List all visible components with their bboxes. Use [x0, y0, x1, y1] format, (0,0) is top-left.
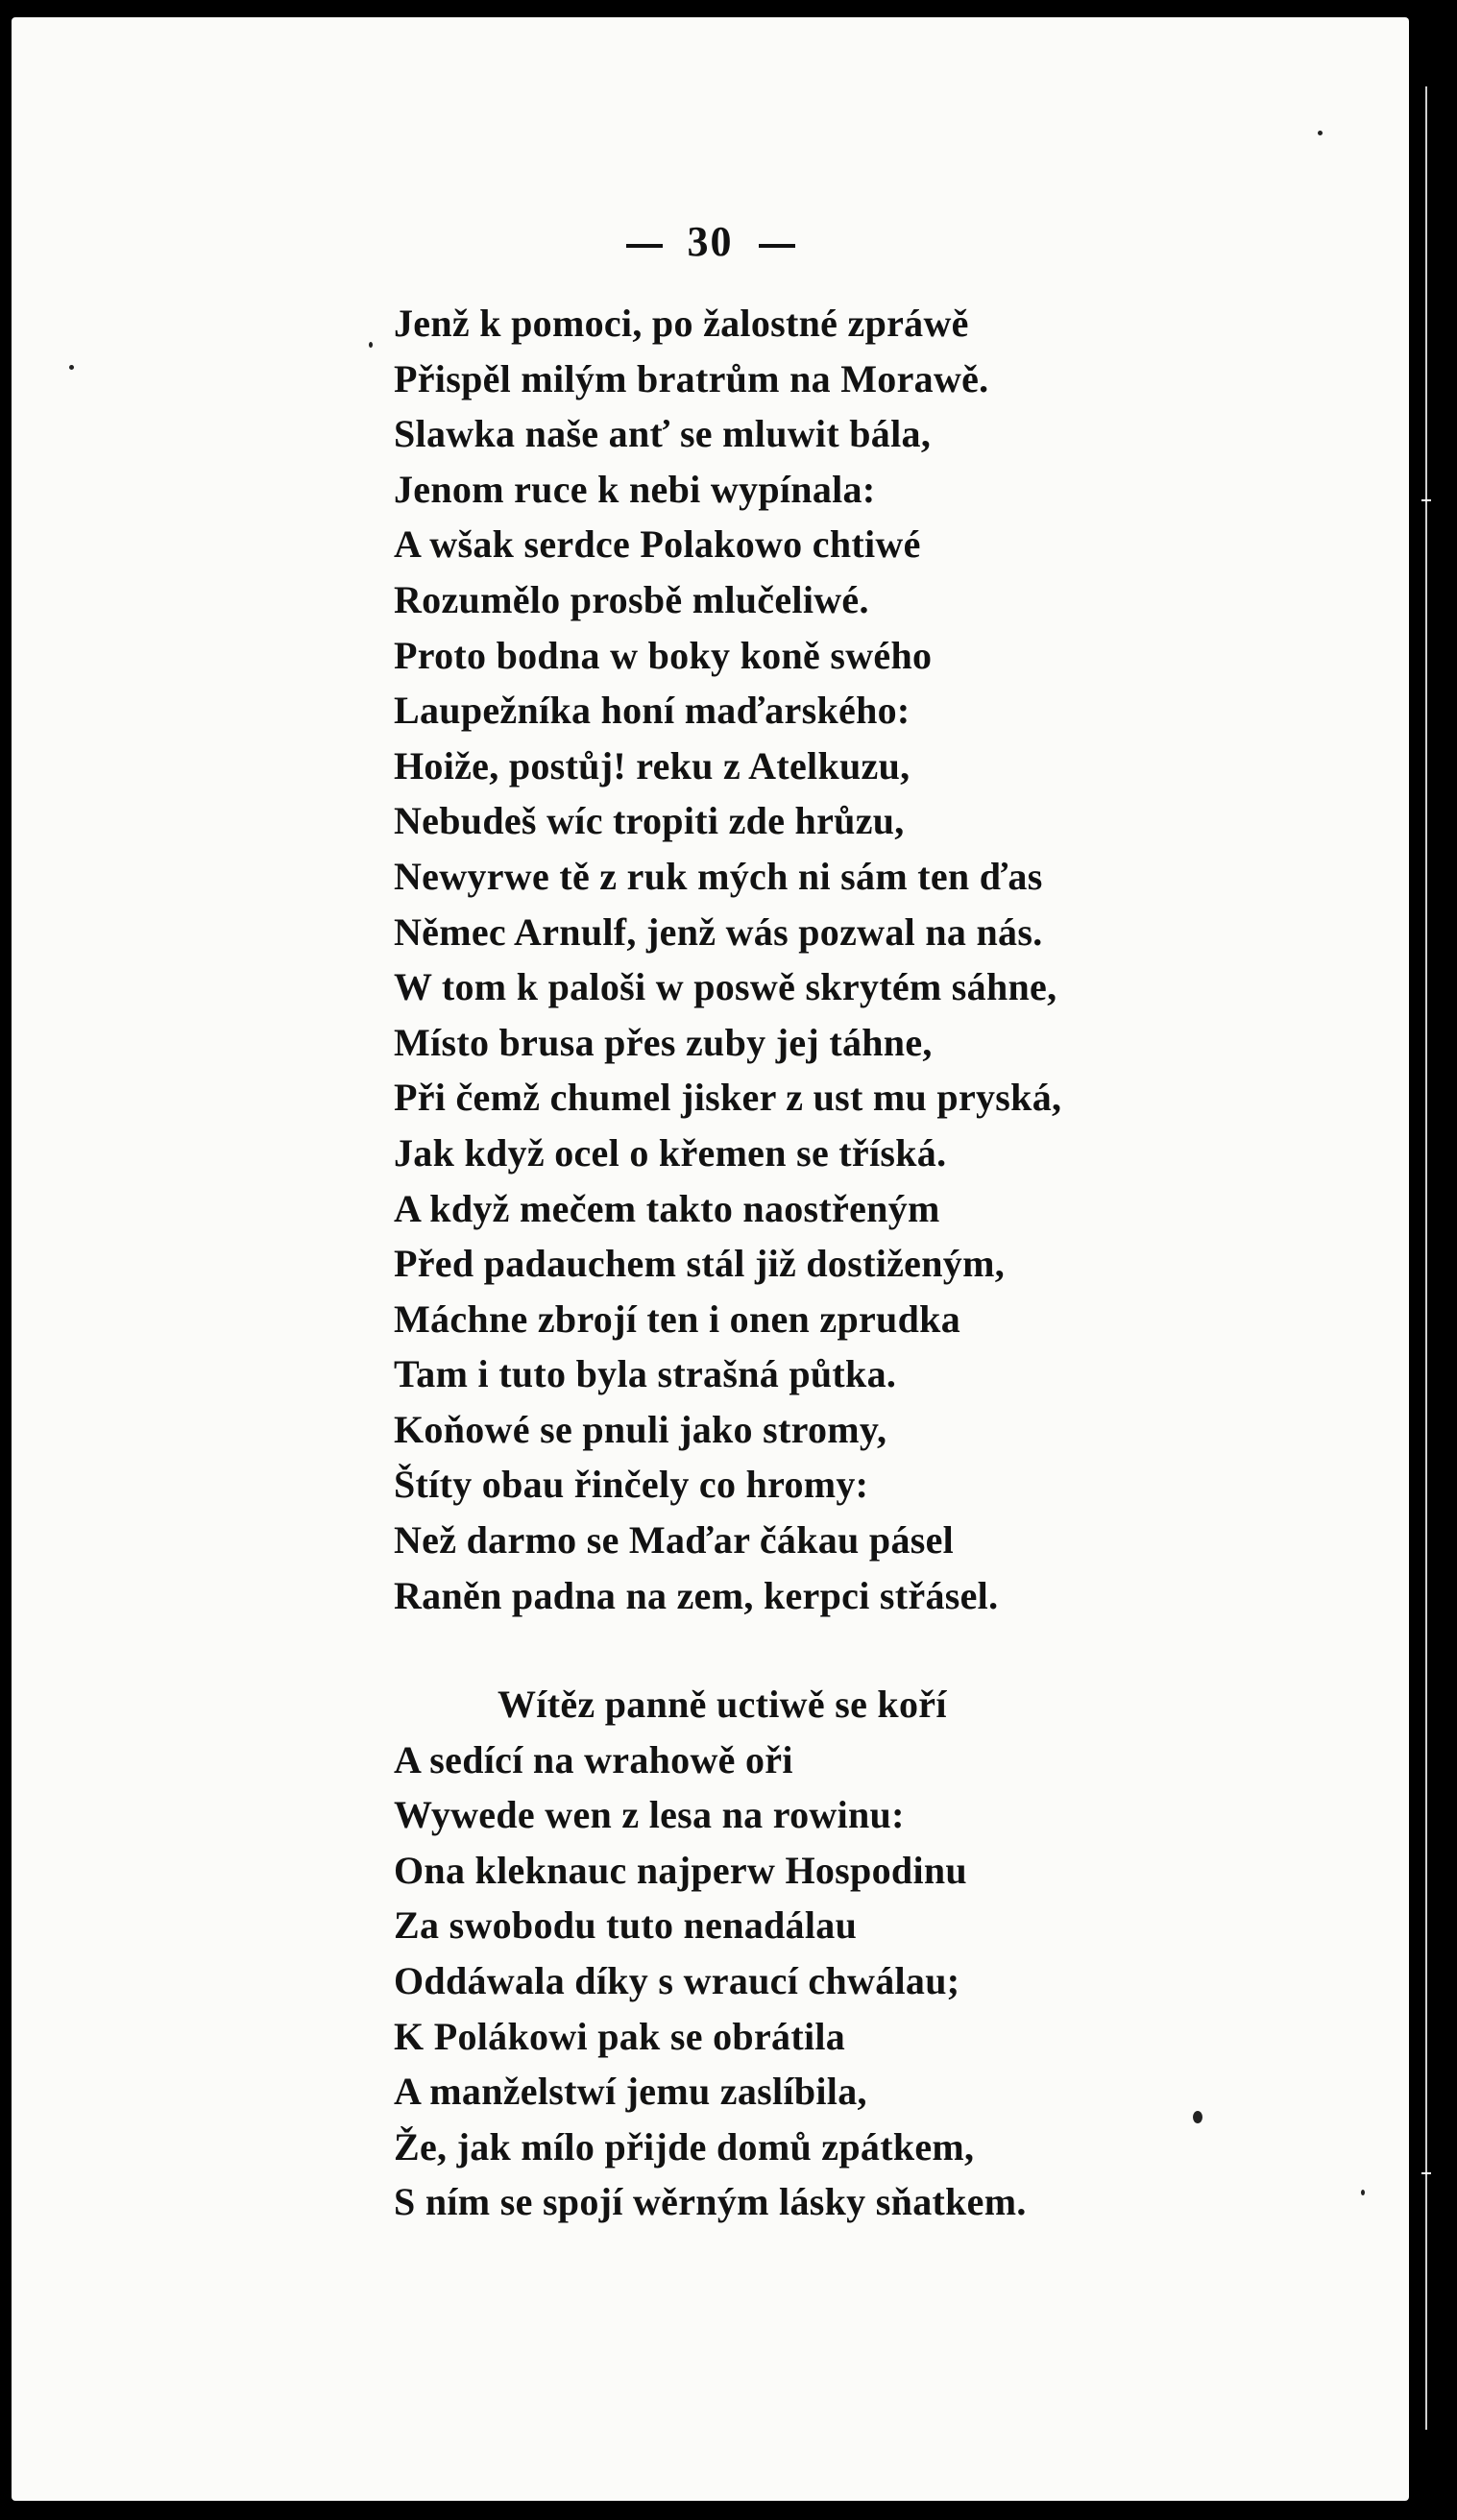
- verse-line: Místo brusa přes zuby jej táhne,: [394, 1020, 933, 1064]
- page-number: [12, 217, 1409, 266]
- book-page: [12, 17, 1409, 2501]
- verse-line: Wítěz panně uctiwě se koří: [498, 1683, 947, 1726]
- verse-line: Laupežníka honí maďarského:: [394, 689, 911, 733]
- verse-line: Raněn padna na zem, kerpci střásel.: [394, 1573, 999, 1617]
- verse-line: A wšak serdce Polakowo chtiwé: [394, 522, 921, 567]
- page-edge-line: [1425, 86, 1427, 2430]
- verse-line: Před padauchem stál již dostiženým,: [394, 1242, 1006, 1286]
- verse-line: Tam i tuto byla strašná půtka.: [394, 1352, 897, 1396]
- page-number-dash-right: [759, 244, 795, 248]
- verse-line: Slawka naše anť se mluwit bála,: [394, 412, 932, 456]
- page-number-dash-left: [626, 244, 663, 248]
- verse-line: Jenž k pomoci, po žalostné zpráwě: [394, 302, 969, 345]
- verse-line: Wywede wen z lesa na rowinu:: [394, 1793, 905, 1837]
- verse-line: Než darmo se Maďar čákau pásel: [394, 1518, 955, 1563]
- verse-line: Přispěl milým bratrům na Morawě.: [394, 356, 989, 400]
- ink-speck: [369, 342, 373, 348]
- stanza-1: [394, 296, 1061, 1623]
- verse-line: Oddáwala díky s wraucí chwálau;: [394, 1958, 960, 2002]
- verse-line: Že, jak mílo přijde domů zpátkem,: [394, 2124, 975, 2169]
- verse-line: Koňowé se pnuli jako stromy,: [394, 1407, 887, 1451]
- verse-line: Štíty obau řinčely co hromy:: [394, 1463, 869, 1507]
- verse-line: Za swobodu tuto nenadálau: [394, 1903, 858, 1948]
- edge-mark: [1421, 2172, 1431, 2174]
- verse-line: S ním se spojí wěrným lásky sňatkem.: [394, 2180, 1027, 2224]
- verse-line: Nebudeš wíc tropiti zde hrůzu,: [394, 799, 905, 843]
- verse-line: A manželstwí jemu zaslíbila,: [394, 2070, 867, 2114]
- verse-line: Jenom ruce k nebi wypínala:: [394, 467, 876, 511]
- verse-line: Rozumělo prosbě mlučeliwé.: [394, 577, 869, 621]
- ink-speck: [69, 365, 74, 370]
- verse-line: Jak když ocel o křemen se tříská.: [394, 1130, 947, 1175]
- verse-line: Proto bodna w boky koně swého: [394, 633, 933, 677]
- verse-line: Hoiže, postůj! reku z Atelkuzu,: [394, 743, 911, 788]
- ink-speck: [1193, 2111, 1202, 2123]
- verse-line: Při čemž chumel jisker z ust mu pryská,: [394, 1076, 1062, 1120]
- verse-line: Ona kleknauc najperw Hospodinu: [394, 1848, 967, 1892]
- verse-line: Newyrwe tě z ruk mých ni sám ten ďas: [394, 854, 1043, 898]
- ink-speck: [1318, 131, 1323, 135]
- verse-line: K Polákowi pak se obrátila: [394, 2014, 846, 2058]
- page-number-text: 30: [687, 218, 734, 265]
- verse-line: Máchne zbrojí ten i onen zprudka: [394, 1296, 960, 1341]
- verse-line: A když mečem takto naostřeným: [394, 1186, 940, 1230]
- verse-line: W tom k paloši w poswě skrytém sáhne,: [394, 965, 1057, 1009]
- verse-line: A sedící na wrahowě oři: [394, 1737, 793, 1781]
- stanza-2: [394, 1677, 1027, 2230]
- ink-speck: [1361, 2190, 1365, 2195]
- verse-line: Němec Arnulf, jenž wás pozwal na nás.: [394, 909, 1043, 954]
- edge-mark: [1421, 499, 1431, 501]
